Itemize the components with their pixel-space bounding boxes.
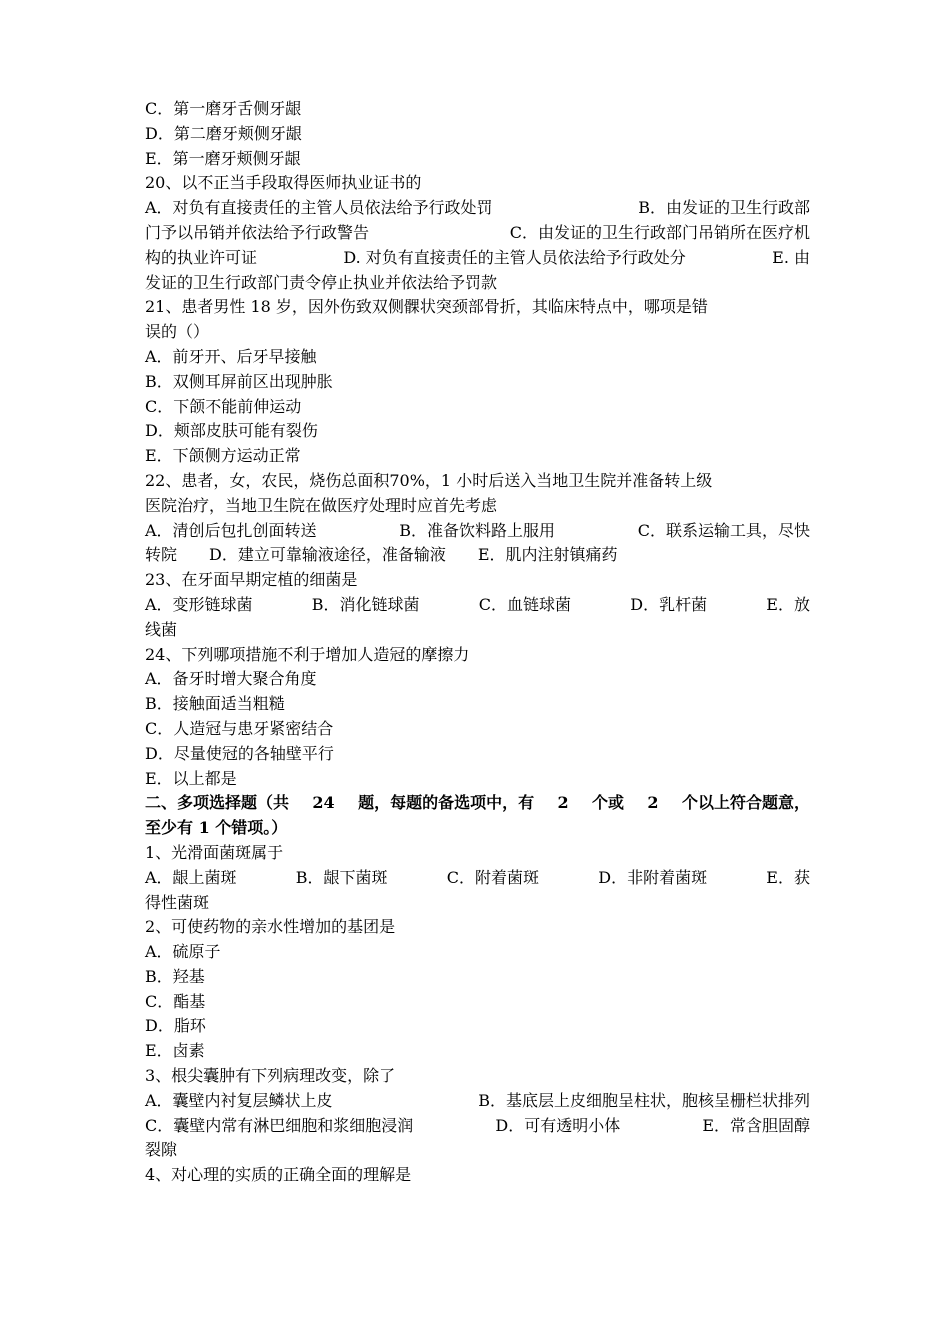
question-22-options-line-1 [145, 519, 810, 544]
heading-part: 2 [647, 793, 659, 813]
question-23-stem: 23、在牙面早期定植的细菌是 [145, 570, 358, 590]
option-text: A．对负有直接责任的主管人员依法给予行政处罚 [145, 198, 493, 218]
multi-question-1-options-line-1 [145, 866, 810, 891]
option-text: C．血链球菌 [478, 594, 572, 614]
multi-question-1-stem: 1、光滑面菌斑属于 [145, 842, 284, 862]
option-q24-d: D．尽量使冠的各轴壁平行 [145, 743, 334, 763]
option-q21-b: B．双侧耳屏前区出现肿胀 [145, 371, 333, 391]
option-text: D．乳杆菌 [630, 594, 708, 614]
option-text: C．由发证的卫生行政部门吊销所在医疗机 [509, 222, 810, 242]
question-20-options-line-3 [145, 246, 810, 271]
option-text: A．龈上菌斑 [145, 867, 237, 887]
option-q21-c: C．下颌不能前伸运动 [145, 396, 302, 416]
question-23-options-line-2: 线菌 [145, 619, 178, 639]
option-q24-e: E．以上都是 [145, 768, 237, 788]
option-q21-d: D．颊部皮肤可能有裂伤 [145, 421, 318, 441]
question-20-options-line-2 [145, 221, 810, 246]
option-text: E. 由 [772, 247, 810, 267]
question-23-options-line-1 [145, 593, 810, 618]
option-text: C．附着菌斑 [446, 867, 540, 887]
option-m2-c: C．酯基 [145, 991, 206, 1011]
option-text: 门予以吊销并依法给予行政警告 [145, 222, 370, 242]
multi-question-2-stem: 2、可使药物的亲水性增加的基团是 [145, 917, 396, 937]
option-m2-b: B．羟基 [145, 966, 205, 986]
option-m2-e: E．卤素 [145, 1041, 205, 1061]
option-text: B．基底层上皮细胞呈柱状，胞核呈栅栏状排列 [478, 1090, 810, 1110]
option-q24-c: C．人造冠与患牙紧密结合 [145, 718, 334, 738]
option-m2-d: D．脂环 [145, 1016, 206, 1036]
multi-question-3-stem: 3、根尖囊肿有下列病理改变，除了 [145, 1066, 396, 1086]
option-text: A．囊壁内衬复层鳞状上皮 [145, 1090, 333, 1110]
multi-question-3-options-line-3: 裂隙 [145, 1140, 178, 1160]
option-text: A．清创后包扎创面转送 [145, 520, 317, 540]
question-21-stem: 21、患者男性 18 岁，因外伤致双侧髁状突颈部骨折，其临床特点中，哪项是错 [145, 297, 708, 317]
section-2-heading-cont: 至少有 1 个错项。） [145, 818, 288, 838]
option-q24-b: B．接触面适当粗糙 [145, 694, 285, 714]
option-text: D．非附着菌斑 [598, 867, 708, 887]
section-2-heading [145, 791, 810, 816]
exam-text-body [145, 97, 810, 1188]
option-q21-e: E．下颌侧方运动正常 [145, 446, 301, 466]
question-22-stem-cont: 医院治疗，当地卫生院在做医疗处理时应首先考虑 [145, 495, 498, 515]
option-text: 构的执业许可证 [145, 247, 258, 267]
option-q19-c: C．第一磨牙舌侧牙龈 [145, 99, 302, 118]
option-text: A．变形链球菌 [145, 594, 253, 614]
question-20-options-line-4: 发证的卫生行政部门责令停止执业并依法给予罚款 [145, 272, 498, 292]
option-text: D．可有透明小体 [495, 1115, 621, 1135]
option-text: C．囊壁内常有淋巴细胞和浆细胞浸润 [145, 1115, 414, 1135]
heading-part: 个或 [592, 793, 625, 813]
question-22-stem: 22、患者，女，农民，烧伤总面积70%，1 小时后送入当地卫生院并准备转上级 [145, 470, 713, 490]
multi-question-4-stem: 4、对心理的实质的正确全面的理解是 [145, 1165, 412, 1185]
question-24-stem: 24、下列哪项措施不利于增加人造冠的摩擦力 [145, 644, 470, 664]
heading-part: 题，每题的备选项中，有 [358, 793, 535, 813]
question-20-options-line-1 [145, 196, 810, 221]
heading-part: 2 [557, 793, 569, 813]
multi-question-3-options-line-1 [145, 1089, 810, 1114]
option-text: E．放 [766, 594, 810, 614]
option-text: B．龈下菌斑 [295, 867, 388, 887]
option-q19-d: D．第二磨牙颊侧牙龈 [145, 123, 302, 143]
heading-part: 24 [312, 793, 335, 813]
option-text: E．常含胆固醇 [702, 1115, 810, 1135]
option-text: D. 对负有直接责任的主管人员依法给予行政处分 [343, 247, 686, 267]
question-20-stem: 20、以不正当手段取得医师执业证书的 [145, 173, 422, 193]
option-text: B．由发证的卫生行政部 [638, 198, 810, 218]
option-q19-e: E．第一磨牙颊侧牙龈 [145, 148, 301, 168]
option-q24-a: A．备牙时增大聚合角度 [145, 669, 317, 689]
option-text: C．联系运输工具，尽快 [637, 520, 810, 540]
question-21-stem-cont: 误的（） [145, 322, 210, 342]
option-m2-a: A．硫原子 [145, 942, 221, 962]
option-q21-a: A．前牙开、后牙早接触 [145, 346, 317, 366]
heading-part: 个以上符合题意， [681, 793, 810, 813]
option-text: E．获 [766, 867, 810, 887]
multi-question-1-options-line-2: 得性菌斑 [145, 892, 210, 912]
multi-question-3-options-line-2 [145, 1114, 810, 1139]
question-22-options-line-2: 转院 D．建立可靠输液途径，准备输液 E．肌内注射镇痛药 [145, 545, 618, 565]
option-text: B．准备饮料路上服用 [399, 520, 556, 540]
option-text: B．消化链球菌 [311, 594, 420, 614]
heading-part: 二、多项选择题（共 [145, 793, 290, 813]
